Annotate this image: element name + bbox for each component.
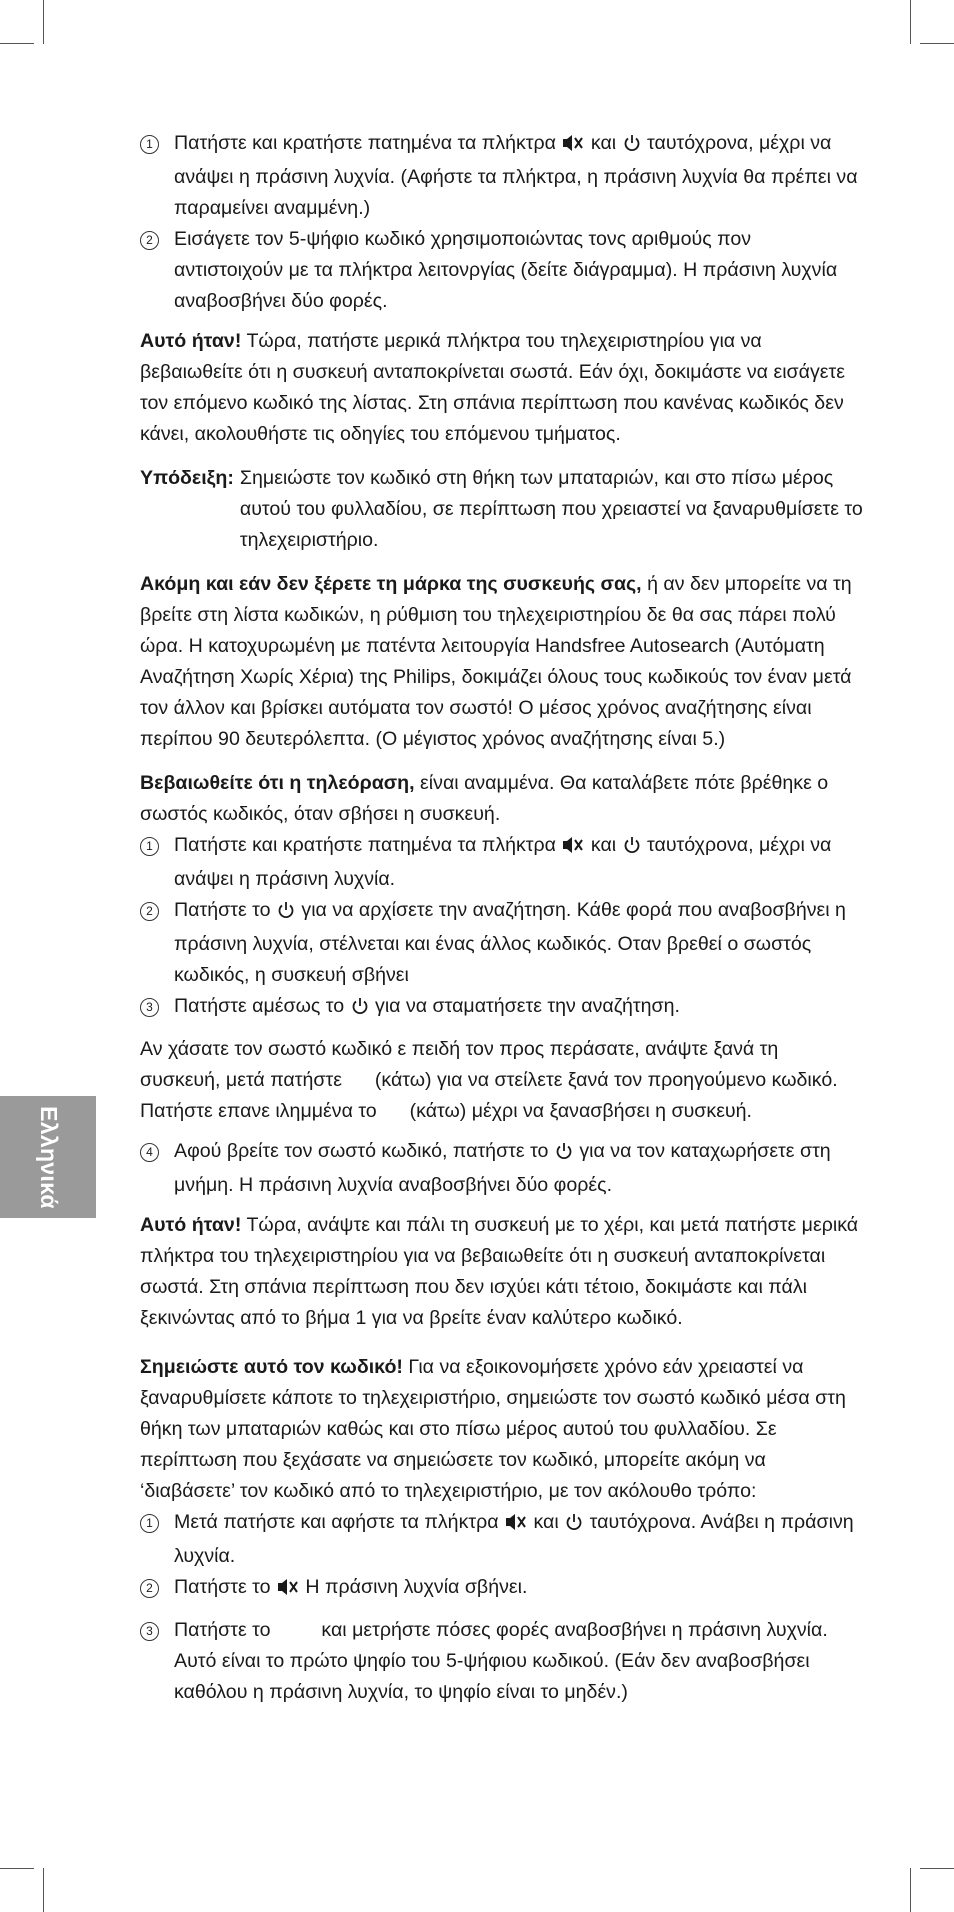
step-number: 3	[140, 998, 159, 1017]
hint-label: Υπόδειξη:	[140, 467, 234, 489]
step-number: 1	[140, 135, 159, 154]
paragraph	[140, 1210, 864, 1334]
hint-text: Σημειώστε τον κωδικό στη θήκη των μπαταριών, και στο πίσω μέρος αυτού του φυλλαδίου, σε περίπτωση που χρειαστεί να ξαναρυθμίσετε το τηλεχειριστήριο.	[239, 467, 863, 551]
step-text: και μετρήστε πόσες φορές αναβοσβήνει η πράσινη λυχνία. Αυτό είναι το πρώτο ψηφίο του 5-ψήφιου κωδικού. (Εάν δεν αναβοσβήσει καθόλου η πράσινη λυχνία, το ψηφίο είναι το μηδέν.)	[174, 1619, 828, 1703]
step-text: Αφού βρείτε τον σωστό κωδικό, πατήστε το	[174, 1140, 549, 1162]
power-icon	[565, 1510, 583, 1541]
paragraph-text: (κάτω) για να στείλετε ξανά τον προηγούμενο κωδικό. Πατήστε επανε ιλημμένα το	[140, 1069, 838, 1122]
step-item	[140, 128, 864, 224]
step-text: Πατήστε το	[174, 1619, 271, 1641]
step-number: 2	[140, 902, 159, 921]
paragraph	[140, 1034, 864, 1127]
paragraph-lead: Σημειώστε αυτό τον κωδικό!	[140, 1356, 403, 1378]
step-text: ταυτόχρονα. Ανάβει η πράσινη λυχνία.	[174, 1511, 854, 1567]
language-tab	[0, 1096, 96, 1218]
mute-icon	[277, 1575, 299, 1606]
power-icon	[555, 1139, 573, 1170]
paragraph-text: Για να εξοικονομήσετε χρόνο εάν χρειαστεί να ξαναρυθμίσετε κάποτε το τηλεχειριστήριο, σημειώστε τον σωστό κωδικό μέσα στη θήκη των μπαταριών καθώς και στο πίσω μέρος αυτού του φυλλαδίου. Σε περίπτωση που ξεχάσατε να σημειώσετε τον κωδικό, μπορείτε ακόμη να ‘διαβάσετε’ τον κωδικό από το τηλεχειριστήριο, με τον ακόλουθο τρόπο:	[140, 1356, 846, 1502]
step-item	[140, 1615, 864, 1708]
paragraph-text: είναι αναμμένα. Θα καταλάβετε πότε βρέθηκε ο σωστός κωδικός, όταν σβήσει η συσκευή.	[140, 772, 829, 825]
step-text: για να σταματήσετε την αναζήτηση.	[375, 995, 680, 1017]
step-text: ταυτόχρονα, μέχρι να ανάψει η πράσινη λυχνία.	[174, 834, 832, 890]
step-text: για να αρχίσετε την αναζήτηση. Κάθε φορά που αναβοσβήνει η πράσινη λυχνία, στέλνεται και ένας άλλος κωδικός. Οταν βρεθεί ο σωστός κωδικός, η συσκευή σβήνει	[174, 899, 846, 986]
step-text: Η πράσινη λυχνία σβήνει.	[305, 1576, 528, 1598]
step-item	[140, 224, 864, 317]
crop-mark	[43, 0, 44, 44]
step-text: Πατήστε και κρατήστε πατημένα τα πλήκτρα	[174, 834, 556, 856]
crop-mark	[43, 1868, 44, 1912]
step-item	[140, 991, 864, 1025]
step-text: Πατήστε το	[174, 1576, 271, 1598]
power-icon	[351, 994, 369, 1025]
crop-mark	[920, 1868, 954, 1869]
paragraph-text: Αν χάσατε τον σωστό κωδικό ε πειδή τον προς περάσατε, ανάψτε ξανά τη συσκευή, μετά πατήστε	[140, 1038, 779, 1091]
step-text: Πατήστε και κρατήστε πατημένα τα πλήκτρα	[174, 132, 556, 154]
mute-icon	[562, 833, 584, 864]
step-text: Εισάγετε τον 5-ψήφιο κωδικό χρησιμοποιώντας τονς αριθμούς πον αντιστοιχούν με τα πλήκτρα λειτονργίας (δείτε διάγραμμα). Η πράσινη λυχνία αναβοσβήνει δύο φορές.	[174, 228, 838, 312]
paragraph-text: ή αν δεν μπορείτε να τη βρείτε στη λίστα κωδικών, η ρύθμιση του τηλεχειριστηρίου δε θα σας πάρει πολύ ώρα. Η κατοχυρωμένη με πατέντα λειτουργία Handsfree Autosearch (Αυτόματη Αναζήτηση Χωρίς Χέρια) της Philips, δοκιμάζει όλους τους κωδικούς τον έναν μετά τον άλλον και βρίσκει αυτόματα τον σωστό! Ο μέσος χρόνος αναζήτησης είναι περίπου 90 δευτερόλεπτα. (Ο μέγιστος χρόνος αναζήτησης είναι 5.)	[140, 573, 852, 750]
power-icon	[623, 833, 641, 864]
language-tab-label: Ελληνικά	[35, 1105, 62, 1209]
step-number: 1	[140, 837, 159, 856]
crop-mark	[910, 0, 911, 44]
step-item	[140, 1507, 864, 1572]
paragraph-lead: Αυτό ήταν!	[140, 1214, 242, 1236]
paragraph-lead: Αυτό ήταν!	[140, 330, 242, 352]
step-text: ταυτόχρονα, μέχρι να ανάψει η πράσινη λυχνία. (Αφήστε τα πλήκτρα, η πράσινη λυχνία θα πρέπει να παραμείνει αναμμένη.)	[174, 132, 858, 219]
crop-mark	[920, 43, 954, 44]
paragraph	[140, 768, 864, 830]
step-text: και	[533, 1511, 559, 1533]
step-text: και	[590, 834, 617, 856]
step-item	[140, 1572, 864, 1606]
step-number: 1	[140, 1514, 159, 1533]
step-item	[140, 830, 864, 895]
mute-icon	[562, 131, 584, 162]
mute-icon	[505, 1510, 527, 1541]
manual-page-content	[140, 128, 864, 1708]
paragraph-lead: Ακόμη και εάν δεν ξέρετε τη μάρκα της συσκευής σας,	[140, 573, 642, 595]
step-text: για να τον καταχωρήσετε στη μνήμη. Η πράσινη λυχνία αναβοσβήνει δύο φορές.	[174, 1140, 831, 1196]
step-text: Πατήστε το	[174, 899, 271, 921]
paragraph-text: (κάτω) μέχρι να ξανασβήσει η συσκευή.	[409, 1100, 752, 1122]
step-number: 4	[140, 1143, 159, 1162]
crop-mark	[0, 1868, 34, 1869]
paragraph-text: Τώρα, ανάψτε και πάλι τη συσκευή με το χέρι, και μετά πατήστε μερικά πλήκτρα του τηλεχειριστηρίου για να βεβαιωθείτε ότι η συσκευή ανταποκρίνεται σωστά. Στη σπάνια περίπτωση που δεν ισχύει κάτι τέτοιο, δοκιμάστε και πάλι ξεκινώντας από το βήμα 1 για να βρείτε έναν καλύτερο κωδικό.	[140, 1214, 859, 1329]
step-number: 2	[140, 1579, 159, 1598]
power-icon	[623, 131, 641, 162]
step-text: Μετά πατήστε και αφήστε τα πλήκτρα	[174, 1511, 499, 1533]
crop-mark	[910, 1868, 911, 1912]
step-number: 3	[140, 1622, 159, 1641]
step-text: και	[590, 132, 617, 154]
power-icon	[277, 898, 295, 929]
paragraph-text: Τώρα, πατήστε μερικά πλήκτρα του τηλεχειριστηρίου για να βεβαιωθείτε ότι η συσκευή ανταποκρίνεται σωστά. Εάν όχι, δοκιμάστε να εισάγετε τον επόμενο κωδικό της λίστας. Στη σπάνια περίπτωση που κανένας κωδικός δεν κάνει, ακολουθήστε τις οδηγίες του επόμενου τμήματος.	[140, 330, 845, 445]
paragraph	[140, 326, 864, 450]
step-item	[140, 895, 864, 991]
paragraph	[140, 569, 864, 755]
paragraph	[140, 1352, 864, 1507]
hint-block	[140, 463, 864, 556]
step-text: Πατήστε αμέσως το	[174, 995, 345, 1017]
paragraph-lead: Βεβαιωθείτε ότι η τηλεόραση,	[140, 772, 415, 794]
crop-mark	[0, 43, 34, 44]
step-number: 2	[140, 231, 159, 250]
step-item	[140, 1136, 864, 1201]
